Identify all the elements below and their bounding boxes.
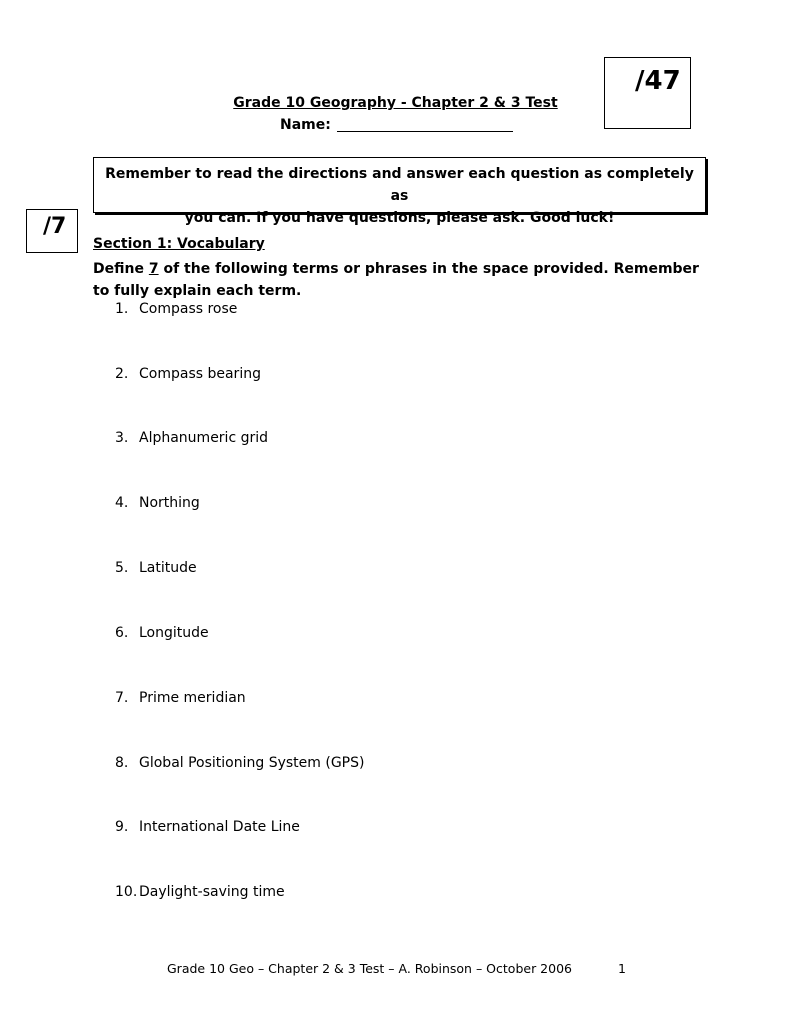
- instr-pre: Define: [93, 261, 149, 277]
- vocab-term: International Date Line: [139, 819, 300, 835]
- directions-box: [93, 157, 706, 226]
- vocab-number: 3.: [115, 430, 129, 446]
- vocab-term: Compass bearing: [139, 366, 261, 382]
- vocab-term: Alphanumeric grid: [139, 430, 269, 446]
- vocab-item: [115, 690, 246, 706]
- total-score: /47: [635, 66, 681, 96]
- vocab-number: 10.: [115, 884, 138, 900]
- vocab-number: 7.: [115, 690, 129, 706]
- vocab-number: 4.: [115, 495, 129, 511]
- directions-line-1: Remember to read the directions and answer each question as completely as: [105, 166, 694, 204]
- vocab-item: [115, 366, 261, 382]
- vocab-item: [115, 301, 237, 317]
- name-label: Name:: [280, 117, 331, 133]
- vocab-number: 9.: [115, 819, 129, 835]
- vocab-number: 8.: [115, 755, 129, 771]
- vocab-item: [115, 884, 285, 900]
- section1-title: Section 1: Vocabulary: [93, 236, 265, 252]
- directions-line-2: you can. If you have questions, please ask. Good luck!: [184, 210, 615, 226]
- name-blank[interactable]: [337, 117, 513, 132]
- vocab-item: [115, 625, 209, 641]
- section1-score-box: [26, 209, 78, 253]
- section1-score: /7: [43, 214, 67, 239]
- vocab-term: Global Positioning System (GPS): [139, 755, 365, 771]
- test-title-text: Grade 10 Geography - Chapter 2 & 3 Test: [233, 95, 558, 111]
- vocab-item: [115, 560, 197, 576]
- vocab-number: 2.: [115, 366, 129, 382]
- instr-count: 7: [148, 261, 159, 277]
- vocab-item: [115, 819, 300, 835]
- vocab-term: Longitude: [139, 625, 209, 641]
- page-footer: Grade 10 Geo – Chapter 2 & 3 Test – A. Robinson – October 2006: [167, 961, 572, 976]
- total-score-box: [604, 57, 691, 129]
- page-number: 1: [618, 961, 626, 976]
- name-line: [280, 117, 513, 133]
- test-title: [0, 95, 791, 111]
- vocab-number: 1.: [115, 301, 129, 317]
- vocab-item: [115, 755, 364, 771]
- vocab-item: [115, 495, 200, 511]
- vocab-term: Latitude: [139, 560, 197, 576]
- vocab-number: 5.: [115, 560, 129, 576]
- vocab-term: Prime meridian: [139, 690, 246, 706]
- instr-line-1: of the following terms or phrases in the space provided. Remember: [158, 261, 699, 277]
- vocab-item: [115, 430, 268, 446]
- vocab-number: 6.: [115, 625, 129, 641]
- instr-line-2: to fully explain each term.: [93, 283, 302, 299]
- vocab-term: Compass rose: [139, 301, 238, 317]
- section1-instructions: [93, 258, 703, 302]
- vocab-term: Northing: [139, 495, 200, 511]
- vocab-term: Daylight-saving time: [139, 884, 285, 900]
